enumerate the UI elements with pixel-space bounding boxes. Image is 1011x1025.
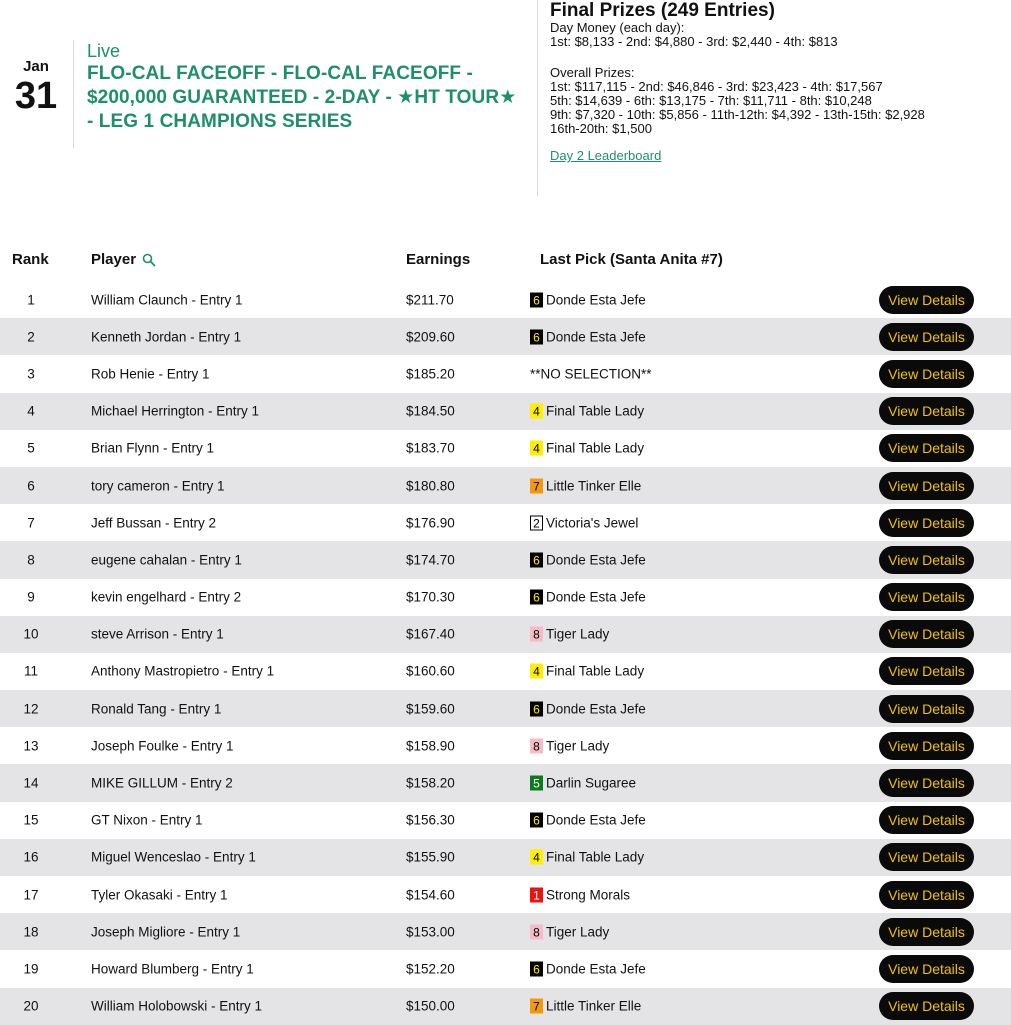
saddle-cloth-number: 2 — [530, 515, 543, 530]
rank-cell: 9 — [27, 589, 35, 605]
last-pick-cell — [530, 552, 646, 567]
earnings-cell: $158.20 — [406, 775, 455, 791]
prizes-title: Final Prizes (249 Entries) — [550, 0, 775, 21]
pick-horse-name: Donde Esta Jefe — [546, 701, 646, 717]
view-details-button[interactable]: View Details — [879, 881, 974, 909]
player-cell: steve Arrison - Entry 1 — [91, 626, 224, 642]
last-pick-cell — [530, 924, 609, 939]
view-details-button[interactable]: View Details — [879, 843, 974, 871]
saddle-cloth-number: 8 — [530, 627, 543, 642]
rank-cell: 10 — [23, 626, 39, 642]
event-month: Jan — [23, 58, 49, 75]
view-details-button[interactable]: View Details — [879, 286, 974, 314]
last-pick-cell — [530, 999, 641, 1014]
event-info — [87, 40, 527, 134]
divider — [537, 0, 538, 196]
saddle-cloth-number: 5 — [530, 776, 543, 791]
earnings-cell: $160.60 — [406, 663, 455, 679]
table-row — [0, 541, 1011, 578]
last-pick-cell — [530, 404, 644, 419]
earnings-cell: $180.80 — [406, 478, 455, 494]
earnings-cell: $209.60 — [406, 329, 455, 345]
earnings-cell: $211.70 — [406, 292, 454, 308]
table-row — [0, 913, 1011, 950]
last-pick-cell — [530, 478, 641, 493]
last-pick-cell — [530, 850, 644, 865]
last-pick-cell — [530, 776, 636, 791]
view-details-button[interactable]: View Details — [879, 323, 974, 351]
player-cell: Ronald Tang - Entry 1 — [91, 701, 222, 717]
day-money-values: 1st: $8,133 - 2nd: $4,880 - 3rd: $2,440 - 4th: $813 — [550, 34, 838, 49]
earnings-cell: $184.50 — [406, 403, 455, 419]
rank-header: Rank — [12, 251, 49, 268]
last-pick-cell — [530, 701, 646, 716]
view-details-button[interactable]: View Details — [879, 583, 974, 611]
player-cell: kevin engelhard - Entry 2 — [91, 589, 242, 605]
view-details-button[interactable]: View Details — [879, 806, 974, 834]
table-row — [0, 727, 1011, 764]
pick-horse-name: Little Tinker Elle — [546, 998, 642, 1014]
table-row — [0, 876, 1011, 913]
table-row — [0, 690, 1011, 727]
player-cell: Kenneth Jordan - Entry 1 — [91, 329, 242, 345]
rank-cell: 4 — [27, 403, 35, 419]
last-pick-cell — [530, 292, 646, 307]
saddle-cloth-number: 6 — [530, 961, 543, 976]
earnings-header: Earnings — [406, 251, 471, 268]
saddle-cloth-number: 6 — [530, 329, 543, 344]
rank-cell: 7 — [27, 515, 35, 531]
overall-prizes-line: 1st: $117,115 - 2nd: $46,846 - 3rd: $23,423 - 4th: $17,567 — [550, 79, 883, 94]
earnings-cell: $158.90 — [406, 738, 455, 754]
day-2-leaderboard-link[interactable]: Day 2 Leaderboard — [550, 148, 662, 163]
view-details-button[interactable]: View Details — [879, 397, 974, 425]
player-cell: Howard Blumberg - Entry 1 — [91, 961, 254, 977]
view-details-button[interactable]: View Details — [879, 509, 974, 537]
saddle-cloth-number: 7 — [530, 478, 543, 493]
last-pick-cell — [530, 887, 630, 902]
table-row — [0, 579, 1011, 616]
last-pick-cell — [530, 515, 638, 530]
earnings-cell: $167.40 — [406, 626, 455, 642]
saddle-cloth-number: 6 — [530, 701, 543, 716]
pick-horse-name: Final Table Lady — [546, 440, 645, 456]
pick-horse-name: Strong Morals — [546, 887, 631, 903]
day-money-label: Day Money (each day): — [550, 20, 685, 35]
pick-horse-name: Final Table Lady — [546, 849, 645, 865]
rank-cell: 5 — [27, 440, 35, 456]
last-pick-cell — [530, 738, 609, 753]
pick-horse-name: Donde Esta Jefe — [546, 329, 646, 345]
saddle-cloth-number: 7 — [530, 999, 543, 1014]
earnings-cell: $185.20 — [406, 366, 455, 382]
table-row — [0, 950, 1011, 987]
pick-horse-name: Darlin Sugaree — [546, 775, 637, 791]
player-cell: Tyler Okasaki - Entry 1 — [91, 887, 228, 903]
pick-horse-name: Tiger Lady — [546, 738, 610, 754]
pick-horse-name: **NO SELECTION** — [530, 366, 652, 382]
last-pick-cell — [530, 590, 646, 605]
view-details-button[interactable]: View Details — [879, 546, 974, 574]
player-cell: Joseph Migliore - Entry 1 — [91, 924, 241, 940]
view-details-button[interactable]: View Details — [879, 472, 974, 500]
saddle-cloth-number: 6 — [530, 292, 543, 307]
pick-horse-name: Final Table Lady — [546, 663, 645, 679]
rank-cell: 6 — [27, 478, 35, 494]
pick-horse-name: Donde Esta Jefe — [546, 812, 646, 828]
view-details-button[interactable]: View Details — [879, 732, 974, 760]
saddle-cloth-number: 6 — [530, 590, 543, 605]
prizes-panel — [550, 0, 1005, 163]
earnings-cell: $155.90 — [406, 849, 455, 865]
player-cell: Miguel Wenceslao - Entry 1 — [91, 849, 256, 865]
rank-cell: 14 — [23, 775, 39, 791]
view-details-button[interactable]: View Details — [879, 992, 974, 1020]
rank-cell: 20 — [23, 998, 39, 1014]
event-header — [0, 0, 1011, 200]
earnings-cell: $156.30 — [406, 812, 455, 828]
rank-cell: 13 — [23, 738, 39, 754]
rank-cell: 17 — [23, 887, 39, 903]
leaderboard-table — [0, 281, 1011, 1025]
saddle-cloth-number: 4 — [530, 664, 543, 679]
player-cell: Joseph Foulke - Entry 1 — [91, 738, 234, 754]
table-row — [0, 430, 1011, 467]
saddle-cloth-number: 4 — [530, 850, 543, 865]
pick-horse-name: Final Table Lady — [546, 403, 645, 419]
view-details-button[interactable]: View Details — [879, 695, 974, 723]
table-row — [0, 504, 1011, 541]
rank-cell: 1 — [27, 292, 35, 308]
table-row — [0, 653, 1011, 690]
earnings-cell: $170.30 — [406, 589, 455, 605]
overall-prizes-label: Overall Prizes: — [550, 65, 635, 80]
event-day: 31 — [14, 75, 58, 117]
table-row — [0, 616, 1011, 653]
player-cell: William Claunch - Entry 1 — [91, 292, 243, 308]
search-icon[interactable] — [142, 253, 156, 267]
rank-cell: 18 — [23, 924, 39, 940]
player-header-label: Player — [91, 251, 137, 268]
saddle-cloth-number: 6 — [530, 813, 543, 828]
overall-prizes-line: 5th: $14,639 - 6th: $13,175 - 7th: $11,711 - 8th: $10,248 — [550, 93, 872, 108]
saddle-cloth-number: 4 — [530, 441, 543, 456]
view-details-button[interactable]: View Details — [879, 434, 974, 462]
view-details-button[interactable]: View Details — [879, 769, 974, 797]
table-row — [0, 355, 1011, 392]
player-cell: Jeff Bussan - Entry 2 — [91, 515, 217, 531]
rank-cell: 12 — [23, 701, 39, 717]
view-details-button[interactable]: View Details — [879, 620, 974, 648]
player-cell: Michael Herrington - Entry 1 — [91, 403, 260, 419]
view-details-button[interactable]: View Details — [879, 657, 974, 685]
player-cell: eugene cahalan - Entry 1 — [91, 552, 242, 568]
pick-horse-name: Little Tinker Elle — [546, 478, 642, 494]
earnings-cell: $153.00 — [406, 924, 455, 940]
rank-cell: 3 — [27, 366, 35, 382]
pick-horse-name: Donde Esta Jefe — [546, 552, 646, 568]
player-cell: GT Nixon - Entry 1 — [91, 812, 203, 828]
table-row — [0, 839, 1011, 876]
pick-horse-name: Victoria's Jewel — [546, 515, 639, 531]
rank-cell: 11 — [23, 663, 38, 679]
table-row — [0, 467, 1011, 504]
table-row — [0, 988, 1011, 1025]
rank-cell: 19 — [23, 961, 39, 977]
last-pick-cell — [530, 961, 646, 976]
table-row — [0, 318, 1011, 355]
last-pick-cell — [530, 627, 609, 642]
pick-horse-name: Tiger Lady — [546, 924, 610, 940]
player-cell: MIKE GILLUM - Entry 2 — [91, 775, 233, 791]
saddle-cloth-number: 8 — [530, 738, 543, 753]
table-row — [0, 764, 1011, 801]
overall-prizes-line: 9th: $7,320 - 10th: $5,856 - 11th-12th: $4,392 - 13th-15th: $2,928 — [550, 107, 925, 122]
player-cell: William Holobowski - Entry 1 — [91, 998, 263, 1014]
saddle-cloth-number: 8 — [530, 924, 543, 939]
player-cell: Anthony Mastropietro - Entry 1 — [91, 663, 275, 679]
earnings-cell: $154.60 — [406, 887, 455, 903]
player-cell: Brian Flynn - Entry 1 — [91, 440, 215, 456]
table-row — [0, 802, 1011, 839]
player-header — [91, 251, 156, 268]
last-pick-cell — [530, 366, 652, 381]
last-pick-cell — [530, 329, 646, 344]
earnings-cell: $159.60 — [406, 701, 455, 717]
saddle-cloth-number: 1 — [530, 887, 543, 902]
last-pick-cell — [530, 664, 644, 679]
divider — [73, 40, 74, 148]
last-pick-cell — [530, 441, 644, 456]
event-date — [8, 58, 64, 116]
saddle-cloth-number: 6 — [530, 552, 543, 567]
rank-cell: 16 — [23, 849, 39, 865]
pick-horse-name: Donde Esta Jefe — [546, 589, 646, 605]
pick-horse-name: Donde Esta Jefe — [546, 961, 646, 977]
view-details-button[interactable]: View Details — [879, 360, 974, 388]
earnings-cell: $176.90 — [406, 515, 455, 531]
saddle-cloth-number: 4 — [530, 404, 543, 419]
player-cell: Rob Henie - Entry 1 — [91, 366, 210, 382]
overall-prizes-line: 16th-20th: $1,500 — [550, 121, 652, 136]
table-row — [0, 281, 1011, 318]
leaderboard-header — [0, 248, 1011, 272]
event-title: FLO-CAL FACEOFF - FLO-CAL FACEOFF - $200,000 GUARANTEED - 2-DAY - ★HT TOUR★ - LEG 1 CHAMPIONS SERIES — [87, 63, 517, 132]
table-row — [0, 393, 1011, 430]
earnings-cell: $152.20 — [406, 961, 455, 977]
view-details-button[interactable]: View Details — [879, 918, 974, 946]
event-status: Live — [87, 41, 121, 61]
earnings-cell: $174.70 — [406, 552, 455, 568]
earnings-cell: $183.70 — [406, 440, 455, 456]
player-cell: tory cameron - Entry 1 — [91, 478, 225, 494]
rank-cell: 8 — [27, 552, 35, 568]
pick-horse-name: Tiger Lady — [546, 626, 610, 642]
rank-cell: 2 — [27, 329, 35, 345]
last-pick-cell — [530, 813, 646, 828]
earnings-cell: $150.00 — [406, 998, 455, 1014]
rank-cell: 15 — [23, 812, 39, 828]
pick-horse-name: Donde Esta Jefe — [546, 292, 646, 308]
last-pick-header: Last Pick (Santa Anita #7) — [540, 251, 723, 268]
view-details-button[interactable]: View Details — [879, 955, 974, 983]
